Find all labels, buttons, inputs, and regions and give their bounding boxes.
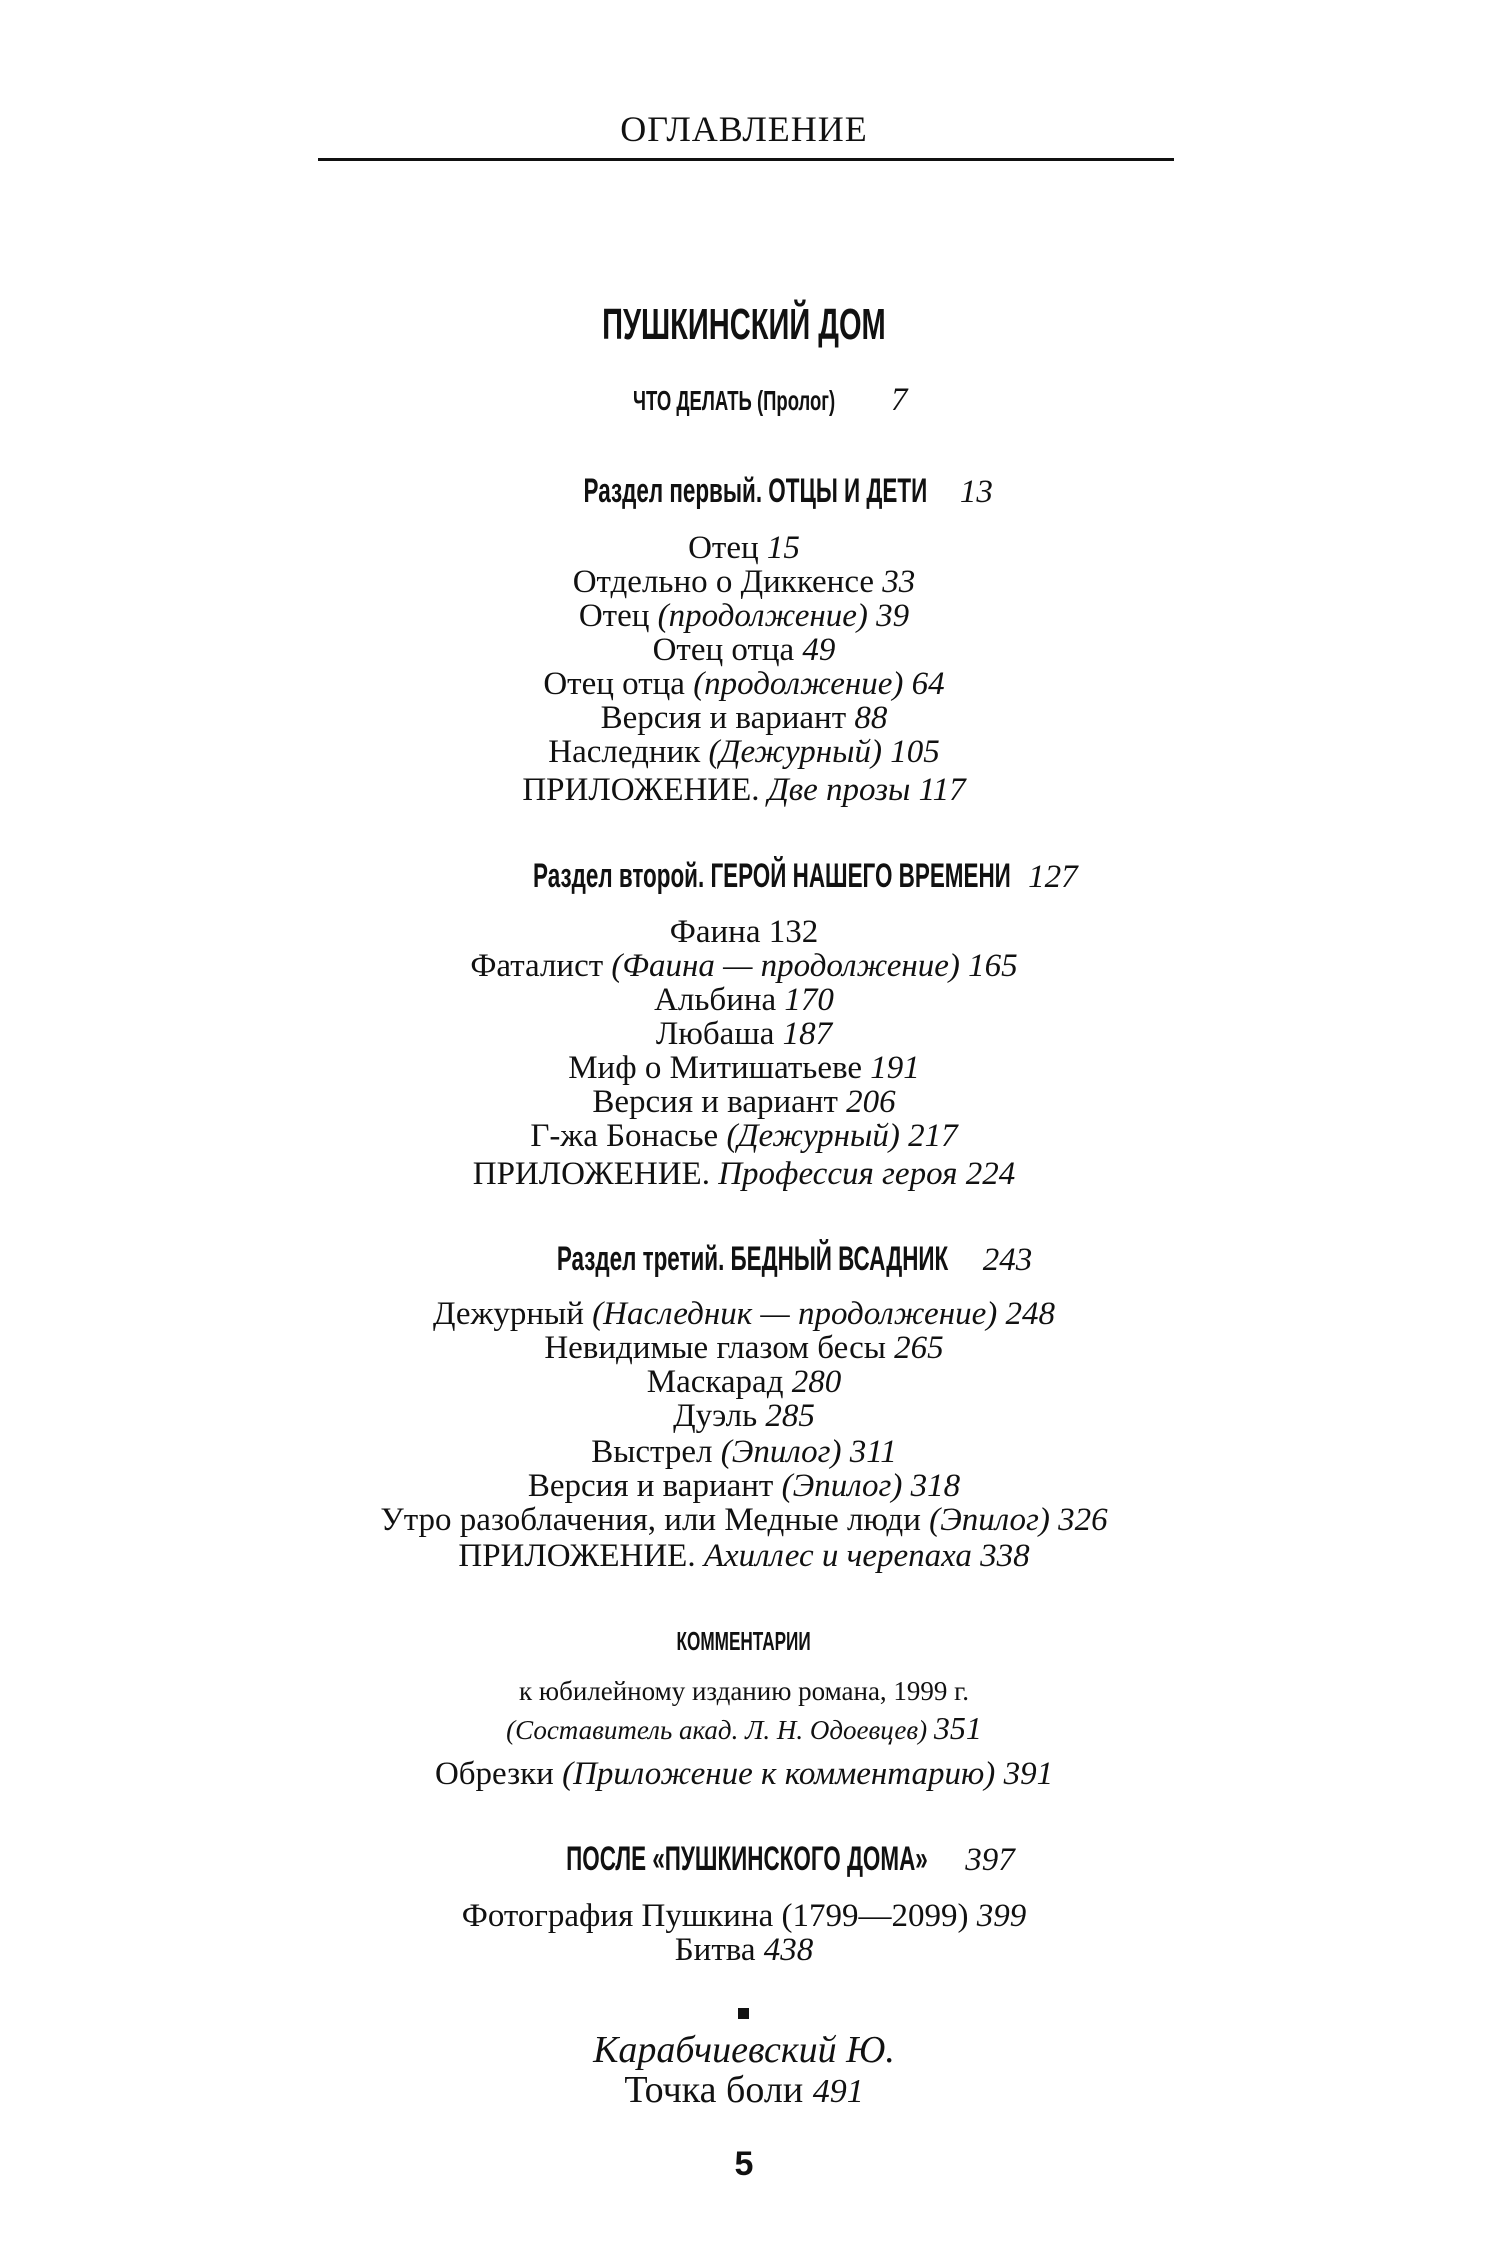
entry-title: Отец отца	[652, 632, 795, 668]
entry-page: 206	[846, 1084, 896, 1120]
entry-page: 285	[765, 1398, 815, 1434]
entry-page: 33	[882, 564, 916, 600]
entry-page: 165	[968, 948, 1018, 984]
entry-title: Фотография Пушкина (1799—2099)	[461, 1898, 969, 1934]
entry-note: (Эпилог)	[929, 1502, 1050, 1538]
appendix-page: 338	[980, 1538, 1030, 1574]
section2-heading[interactable]	[0, 857, 1488, 896]
comments-compiler: (Составитель акад. Л. Н. Одоевцев)	[506, 1715, 928, 1745]
part-title-line	[0, 300, 1488, 350]
section3-page: 243	[982, 1242, 1033, 1278]
entry-note: (Приложение к комментарию)	[562, 1756, 996, 1792]
entry-page: 391	[1003, 1756, 1054, 1792]
entry-title: Отдельно о Диккенсе	[572, 564, 875, 600]
entry-page: 248	[1005, 1296, 1055, 1332]
section2-label: Раздел второй.	[533, 857, 705, 895]
section3-label: Раздел третий.	[556, 1240, 725, 1278]
toc-entry[interactable]	[0, 666, 1488, 703]
entry-title: Наследник	[548, 734, 701, 770]
page-number: 5	[734, 2145, 754, 2183]
after-page: 397	[965, 1842, 1015, 1878]
toc-entry[interactable]	[0, 1434, 1488, 1471]
toc-entry[interactable]	[0, 1468, 1488, 1505]
section3-title: БЕДНЫЙ ВСАДНИК	[730, 1240, 948, 1278]
entry-title: Версия и вариант	[600, 700, 847, 736]
appendix-page: 117	[918, 772, 966, 808]
appendix-page: 224	[965, 1156, 1016, 1192]
comments-heading[interactable]	[0, 1626, 1488, 1657]
after-heading[interactable]	[0, 1840, 1488, 1879]
entry-title: Дежурный	[433, 1296, 584, 1332]
prologue-label: ЧТО ДЕЛАТЬ (Пролог)	[632, 385, 835, 416]
entry-title: Фаина 132	[669, 914, 819, 950]
appendix-label: ПРИЛОЖЕНИЕ.	[522, 772, 760, 808]
entry-title: Альбина	[654, 982, 777, 1018]
toc-entry[interactable]	[0, 632, 1488, 669]
section1-label: Раздел первый.	[583, 472, 763, 510]
entry-page: 15	[766, 530, 800, 566]
appendix-entry[interactable]	[0, 1538, 1488, 1575]
entry-note: (Дежурный)	[708, 734, 882, 770]
essay-title-line[interactable]	[0, 2068, 1488, 2112]
toc-entry[interactable]	[0, 1016, 1488, 1053]
entry-page: 39	[876, 598, 910, 634]
entry-title: Версия и вариант	[592, 1084, 838, 1120]
appendix-entry[interactable]	[0, 772, 1488, 809]
entry-title: Битва	[674, 1932, 756, 1968]
toc-entry[interactable]	[0, 1398, 1488, 1435]
essay-author: Карабчиевский Ю.	[593, 2029, 895, 2071]
appendix-title: Ахиллес и черепаха	[703, 1538, 972, 1574]
entry-page: 217	[908, 1118, 958, 1154]
toc-entry[interactable]	[0, 1330, 1488, 1367]
entry-page: 187	[782, 1016, 833, 1052]
entry-page: 105	[890, 734, 940, 770]
entry-page: 311	[849, 1434, 897, 1470]
entry-title: Версия и вариант	[527, 1468, 774, 1504]
page-header-title: ОГЛАВЛЕНИЕ	[620, 109, 868, 149]
entry-title: Г-жа Бонасье	[530, 1118, 719, 1154]
entry-page: 318	[910, 1468, 961, 1504]
entry-page: 191	[870, 1050, 920, 1086]
essay-author-line	[0, 2028, 1488, 2072]
toc-entry[interactable]	[0, 1932, 1488, 1969]
section1-page: 13	[959, 474, 993, 510]
appendix-entry[interactable]	[0, 1156, 1488, 1193]
entry-note: (Эпилог)	[781, 1468, 903, 1504]
entry-title: Невидимые глазом бесы	[544, 1330, 886, 1366]
section2-page: 127	[1028, 859, 1078, 895]
entry-title: Выстрел	[591, 1434, 713, 1470]
entry-page: 49	[802, 632, 836, 668]
entry-page: 64	[911, 666, 945, 702]
comments-subtitle: к юбилейному изданию романа, 1999 г.	[519, 1676, 969, 1706]
entry-title: Отец	[578, 598, 650, 634]
entry-note: (продолжение)	[657, 598, 868, 634]
after-title: ПОСЛЕ «ПУШКИНСКОГО ДОМА»	[566, 1840, 929, 1878]
section2-title: ГЕРОЙ НАШЕГО ВРЕМЕНИ	[710, 857, 1012, 895]
toc-entry[interactable]	[0, 1364, 1488, 1401]
entry-page: 280	[791, 1364, 842, 1400]
toc-entry[interactable]	[0, 914, 1488, 951]
entry-title: Обрезки	[434, 1756, 554, 1792]
toc-entry[interactable]	[0, 598, 1488, 635]
part-title: ПУШКИНСКИЙ ДОМ	[602, 300, 886, 349]
toc-entry[interactable]	[0, 1118, 1488, 1155]
entry-title: Отец отца	[543, 666, 685, 702]
appendix-title: Профессия героя	[718, 1156, 958, 1192]
entry-title: Дуэль	[673, 1398, 758, 1434]
toc-entry[interactable]	[0, 1502, 1488, 1539]
entry-title: Любаша	[655, 1016, 775, 1052]
entry-title: Утро разоблачения, или Медные люди	[380, 1502, 921, 1538]
entry-title: Маскарад	[646, 1364, 784, 1400]
entry-page: 438	[763, 1932, 814, 1968]
essay-page: 491	[812, 2073, 864, 2110]
toc-entry[interactable]	[0, 948, 1488, 985]
toc-entry[interactable]	[0, 530, 1488, 567]
header-rule	[318, 158, 1174, 161]
entry-note: (Наследник — продолжение)	[592, 1296, 998, 1332]
toc-entry[interactable]	[0, 1296, 1488, 1333]
section1-title: ОТЦЫ И ДЕТИ	[768, 472, 928, 510]
toc-entry[interactable]	[0, 1756, 1488, 1793]
toc-entry[interactable]	[0, 982, 1488, 1019]
entry-page: 399	[976, 1898, 1027, 1934]
section1-heading[interactable]	[0, 472, 1488, 511]
entry-page: 88	[854, 700, 888, 736]
appendix-label: ПРИЛОЖЕНИЕ.	[458, 1538, 696, 1574]
toc-entry[interactable]	[0, 1084, 1488, 1121]
section3-heading[interactable]	[0, 1240, 1488, 1279]
prologue-line[interactable]	[0, 382, 1488, 419]
entry-page: 351	[933, 1710, 982, 1746]
comments-compiler-line[interactable]	[0, 1710, 1488, 1747]
entry-note: (Дежурный)	[726, 1118, 900, 1154]
prologue-page: 7	[890, 382, 908, 418]
comments-title: КОММЕНТАРИИ	[676, 1626, 812, 1656]
entry-title: Миф о Митишатьеве	[568, 1050, 863, 1086]
entry-page: 326	[1058, 1502, 1108, 1538]
entry-title: Отец	[688, 530, 759, 566]
toc-entry[interactable]	[0, 700, 1488, 737]
entry-note: (Фаина — продолжение)	[611, 948, 960, 984]
toc-entry[interactable]	[0, 1050, 1488, 1087]
bullet-separator	[738, 2008, 749, 2019]
toc-entry[interactable]	[0, 734, 1488, 771]
toc-entry[interactable]	[0, 1898, 1488, 1935]
entry-title: Фаталист	[470, 948, 604, 984]
appendix-label: ПРИЛОЖЕНИЕ.	[472, 1156, 710, 1192]
appendix-title: Две прозы	[767, 772, 911, 808]
entry-page: 170	[784, 982, 834, 1018]
toc-entry[interactable]	[0, 564, 1488, 601]
essay-title: Точка боли	[624, 2069, 804, 2111]
entry-page: 265	[894, 1330, 944, 1366]
entry-note: (продолжение)	[693, 666, 904, 702]
comments-line	[0, 1676, 1488, 1707]
entry-note: (Эпилог)	[720, 1434, 842, 1470]
